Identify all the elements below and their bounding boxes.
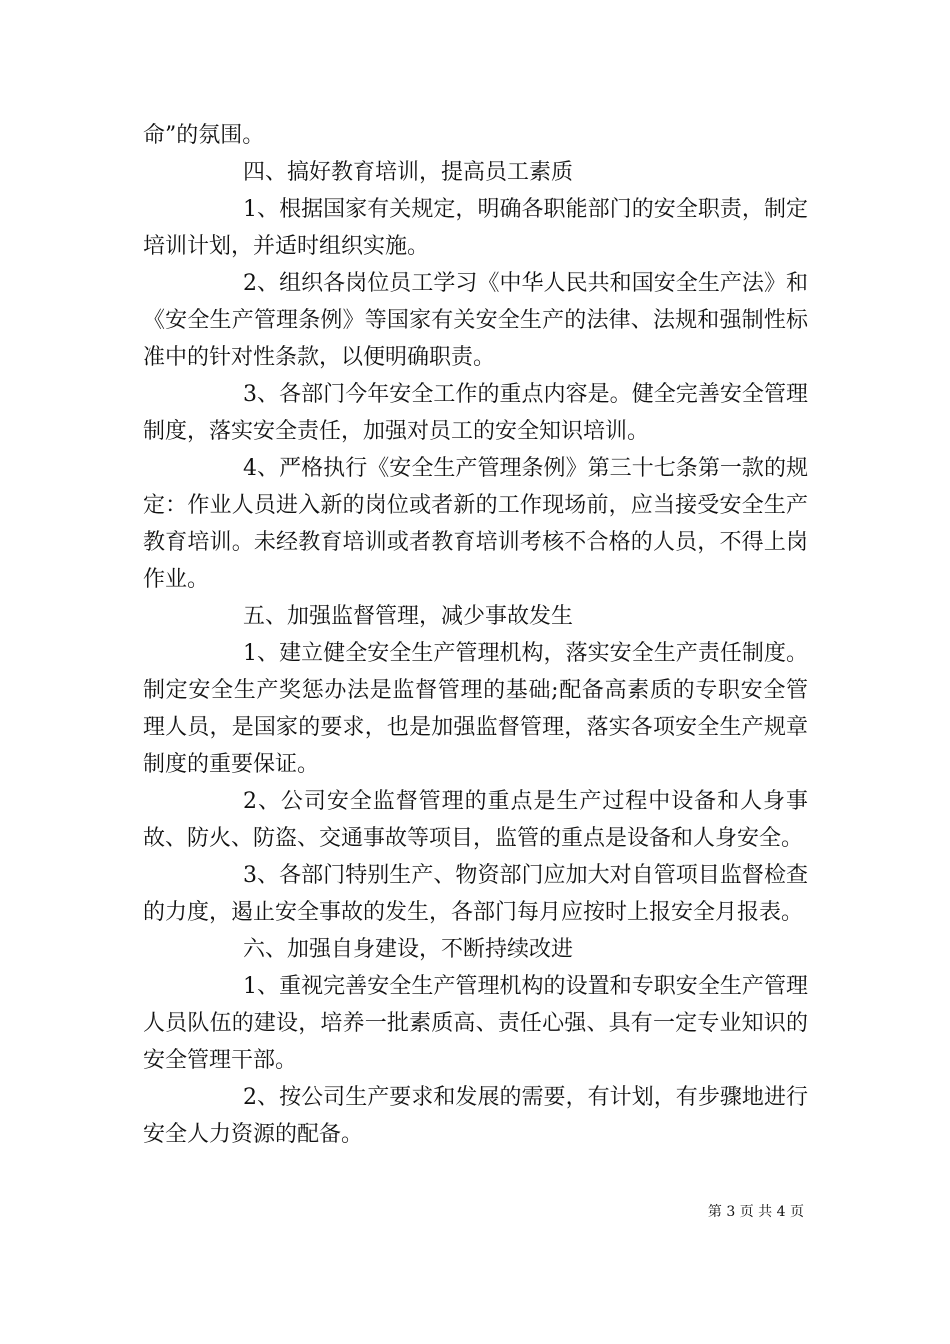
paragraph-6-2: 2、按公司生产要求和发展的需要，有计划，有步骤地进行安全人力资源的配备。 (143, 1085, 808, 1147)
page-number: 第 3 页 共 4 页 (707, 1204, 804, 1220)
paragraph-4-4: 4、严格执行《安全生产管理条例》第三十七条第一款的规定：作业人员进入新的岗位或者新的工作现场前，应当接受安全生产教育培训。未经教育培训或者教育培训考核不合格的人员，不得上岗作业。 (143, 456, 808, 592)
paragraph-4-1: 1、根据国家有关规定，明确各职能部门的安全职责，制定培训计划，并适时组织实施。 (143, 197, 808, 259)
section-heading-4: 四、搞好教育培训，提高员工素质 (243, 160, 574, 185)
paragraph-5-3: 3、各部门特别生产、物资部门应加大对自管项目监督检查的力度，遏止安全事故的发生，各部门每月应按时上报安全月报表。 (143, 863, 808, 925)
section-heading-5: 五、加强监督管理，减少事故发生 (243, 604, 574, 629)
section-heading-6: 六、加强自身建设，不断持续改进 (243, 937, 574, 962)
document-body (143, 117, 808, 1153)
paragraph-4-3: 3、各部门今年安全工作的重点内容是。健全完善安全管理制度，落实安全责任，加强对员工的安全知识培训。 (143, 382, 808, 444)
paragraph-5-2: 2、公司安全监督管理的重点是生产过程中设备和人身事故、防火、防盗、交通事故等项目，监管的重点是设备和人身安全。 (143, 789, 808, 851)
paragraph-6-1: 1、重视完善安全生产管理机构的设置和专职安全生产管理人员队伍的建设，培养一批素质高、责任心强、具有一定专业知识的安全管理干部。 (143, 974, 808, 1073)
paragraph-5-1: 1、建立健全安全生产管理机构，落实安全生产责任制度。制定安全生产奖惩办法是监督管理的基础;配备高素质的专职安全管理人员，是国家的要求，也是加强监督管理，落实各项安全生产规章制度的重要保证。 (143, 641, 808, 777)
paragraph-continuation: 命”的氛围。 (143, 123, 265, 148)
paragraph-4-2: 2、组织各岗位员工学习《中华人民共和国安全生产法》和《安全生产管理条例》等国家有关安全生产的法律、法规和强制性标准中的针对性条款，以便明确职责。 (143, 271, 808, 370)
